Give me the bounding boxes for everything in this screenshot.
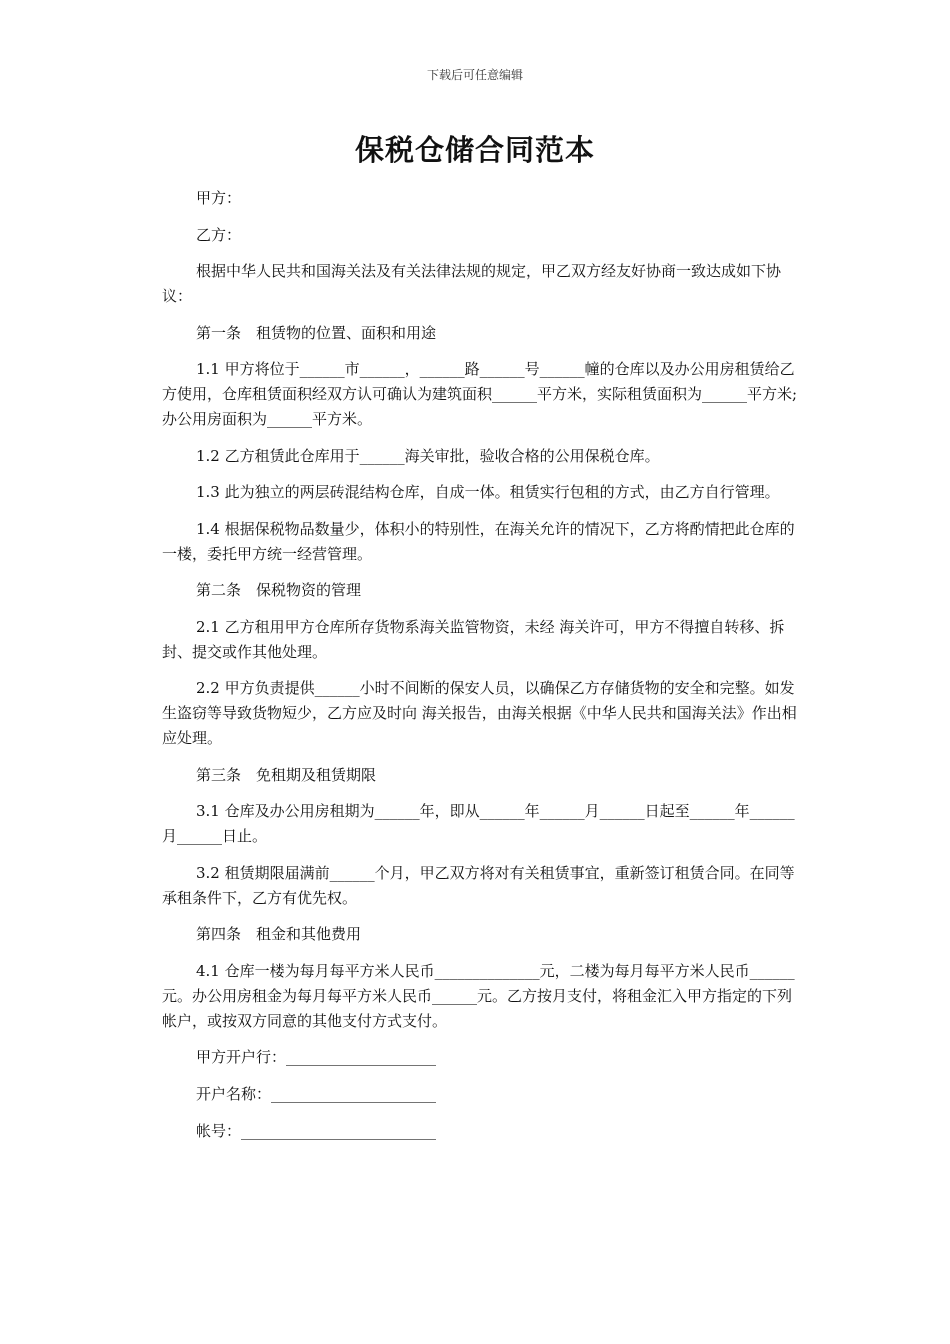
article-2-heading: 第二条 保税物资的管理 bbox=[196, 581, 362, 599]
clause-1-3: 1.3 此为独立的两层砖混结构仓库，自成一体。租赁实行包租的方式，由乙方自行管理。 bbox=[196, 483, 780, 501]
document-title: 保税仓储合同范本 bbox=[354, 133, 595, 167]
clause-3-1: 3.1 仓库及办公用房租期为______年，即从______年______月______日起至______年______月______日止。 bbox=[162, 802, 795, 845]
clause-2-1: 2.1 乙方租用甲方仓库所存货物系海关监管物资，未经 海关许可，甲方不得擅自转移、拆封、提交或作其他处理。 bbox=[162, 617, 785, 661]
header-note: 下载后可任意编辑 bbox=[426, 68, 523, 82]
clause-3-2: 3.2 租赁期限届满前______个月，甲乙双方将对有关租赁事宜，重新签订租赁合同。在同等承租条件下，乙方有优先权。 bbox=[162, 863, 795, 907]
bank-name-line: 甲方开户行：____________________ bbox=[196, 1048, 437, 1066]
account-name-line: 开户名称：______________________ bbox=[196, 1085, 437, 1103]
article-3-heading: 第三条 免租期及租赁期限 bbox=[196, 765, 377, 784]
clause-2-2: 2.2 甲方负责提供______小时不间断的保安人员，以确保乙方存储货物的安全和完整。如发生盗窃等导致货物短少，乙方应及时向 海关报告，由海关根据《中华人民共和国海关法》作出相应处理。 bbox=[162, 679, 797, 747]
account-number-line: 帐号：__________________________ bbox=[196, 1122, 437, 1140]
clause-1-1: 1.1 甲方将位于______市______，______路______号______幢的仓库以及办公用房租赁给乙方使用，仓库租赁面积经双方认可确认为建筑面积______平方米，实际租赁面积为______平方米;办公用房面积为______平方米。 bbox=[162, 360, 798, 428]
party-a-line: 甲方： bbox=[196, 189, 242, 207]
clause-1-4: 1.4 根据保税物品数量少，体积小的特别性，在海关允许的情况下，乙方将酌情把此仓库的一楼，委托甲方统一经营管理。 bbox=[162, 519, 795, 563]
preamble-paragraph: 根据中华人民共和国海关法及有关法律法规的规定，甲乙双方经友好协商一致达成如下协议： bbox=[162, 262, 782, 305]
document-body bbox=[162, 186, 802, 1156]
article-1-heading: 第一条 租赁物的位置、面积和用途 bbox=[196, 323, 437, 342]
party-b-line: 乙方： bbox=[196, 225, 242, 244]
clause-4-1: 4.1 仓库一楼为每月每平方米人民币______________元，二楼为每月每平方米人民币______元。办公用房租金为每月每平方米人民币______元。乙方按月支付，将租金汇入甲方指定的下列帐户，或按双方同意的其他支付方式支付。 bbox=[162, 961, 795, 1030]
article-4-heading: 第四条 租金和其他费用 bbox=[196, 925, 362, 943]
clause-1-2: 1.2 乙方租赁此仓库用于______海关审批，验收合格的公用保税仓库。 bbox=[196, 446, 660, 465]
